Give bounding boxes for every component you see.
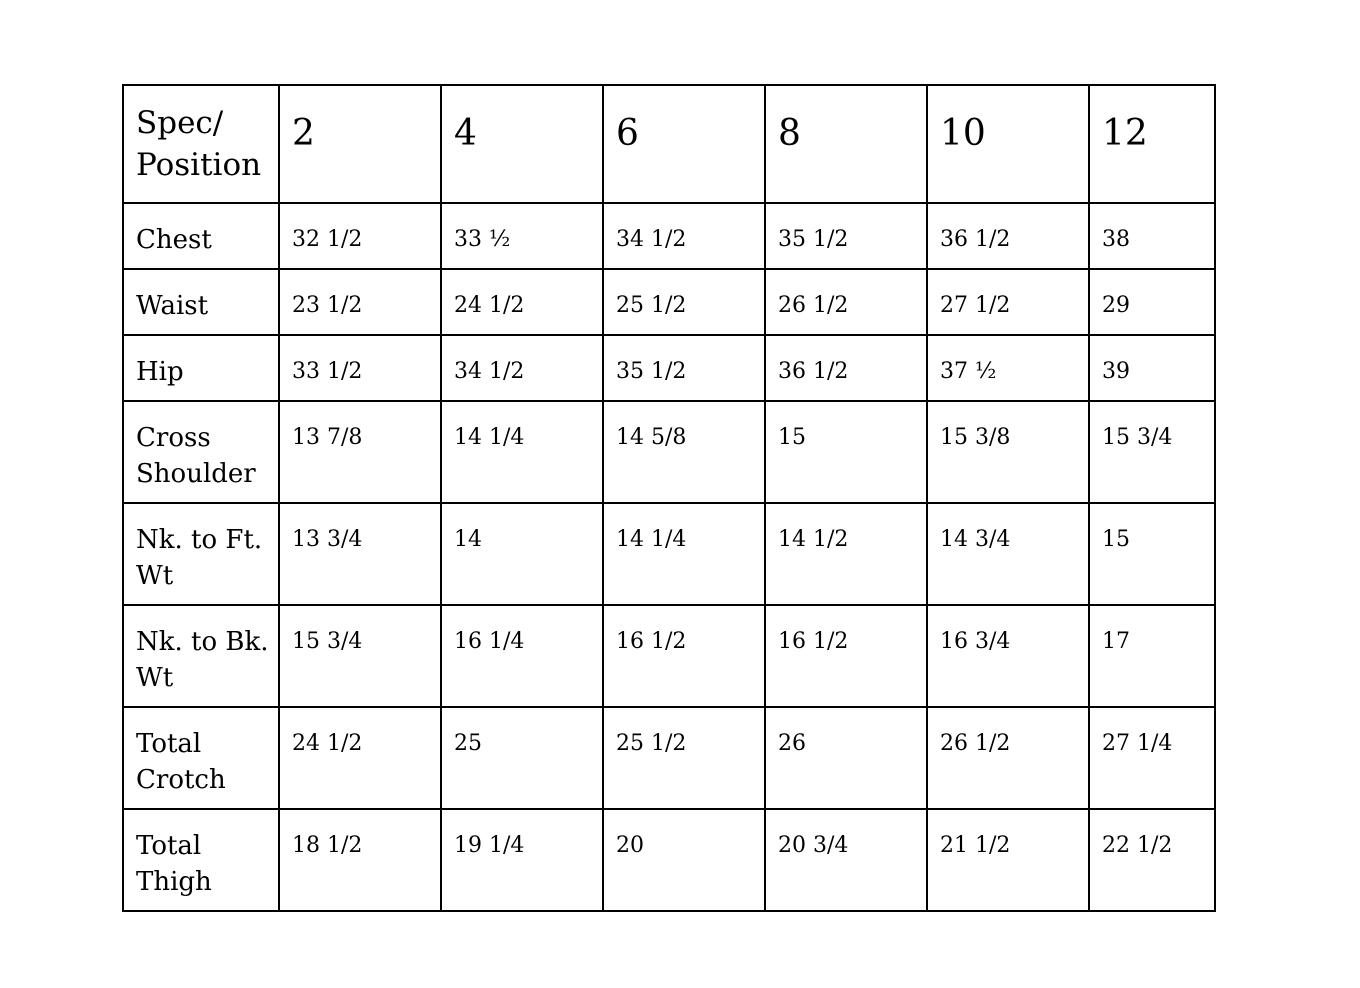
row-label-line: Thigh <box>136 867 212 897</box>
table-cell: 26 <box>765 707 927 809</box>
table-cell: 21 1/2 <box>927 809 1089 911</box>
table-row <box>123 401 1215 503</box>
table-cell: 25 <box>441 707 603 809</box>
row-label-cell <box>123 605 279 707</box>
row-label-line: Hip <box>136 357 184 387</box>
header-label-line: Spec/ <box>136 105 224 141</box>
table-cell: 15 3/4 <box>279 605 441 707</box>
table-cell: 34 1/2 <box>441 335 603 401</box>
row-label-cell <box>123 707 279 809</box>
table-cell: 34 1/2 <box>603 203 765 269</box>
table-cell: 14 <box>441 503 603 605</box>
table-header-row <box>123 85 1215 203</box>
row-label-line: Waist <box>136 291 209 321</box>
table-cell: 16 3/4 <box>927 605 1089 707</box>
table-row <box>123 707 1215 809</box>
table-cell: 13 7/8 <box>279 401 441 503</box>
row-label-line: Nk. to Bk. <box>136 627 269 657</box>
table-row <box>123 203 1215 269</box>
row-label-line: Nk. to Ft. <box>136 525 263 555</box>
table-cell: 20 3/4 <box>765 809 927 911</box>
table-row <box>123 335 1215 401</box>
row-label-line: Total <box>136 831 202 861</box>
table-cell: 14 1/4 <box>603 503 765 605</box>
row-label-cell <box>123 809 279 911</box>
table-cell: 38 <box>1089 203 1215 269</box>
header-cell-size: 6 <box>603 85 765 203</box>
row-label-cell <box>123 503 279 605</box>
row-label-cell <box>123 335 279 401</box>
table-cell: 35 1/2 <box>765 203 927 269</box>
table-cell: 15 <box>765 401 927 503</box>
row-label-line: Total <box>136 729 202 759</box>
table-cell: 33 ½ <box>441 203 603 269</box>
header-label-line: Position <box>136 147 262 183</box>
table-cell: 14 1/4 <box>441 401 603 503</box>
table-cell: 13 3/4 <box>279 503 441 605</box>
table-cell: 35 1/2 <box>603 335 765 401</box>
header-cell-size: 12 <box>1089 85 1215 203</box>
row-label-cell <box>123 401 279 503</box>
table-cell: 24 1/2 <box>279 707 441 809</box>
header-cell-size: 2 <box>279 85 441 203</box>
table-cell: 26 1/2 <box>765 269 927 335</box>
header-cell-size: 10 <box>927 85 1089 203</box>
table-cell: 14 3/4 <box>927 503 1089 605</box>
header-cell-spec-position <box>123 85 279 203</box>
table-cell: 36 1/2 <box>765 335 927 401</box>
table-cell: 15 <box>1089 503 1215 605</box>
table-row <box>123 809 1215 911</box>
table-cell: 18 1/2 <box>279 809 441 911</box>
table-cell: 15 3/8 <box>927 401 1089 503</box>
row-label-line: Wt <box>136 663 174 693</box>
table-cell: 25 1/2 <box>603 269 765 335</box>
table-cell: 27 1/2 <box>927 269 1089 335</box>
table-cell: 20 <box>603 809 765 911</box>
row-label-line: Wt <box>136 561 174 591</box>
header-cell-size: 4 <box>441 85 603 203</box>
table-cell: 15 3/4 <box>1089 401 1215 503</box>
table-cell: 37 ½ <box>927 335 1089 401</box>
row-label-line: Cross <box>136 423 211 453</box>
table-cell: 16 1/2 <box>603 605 765 707</box>
table-cell: 39 <box>1089 335 1215 401</box>
header-cell-size: 8 <box>765 85 927 203</box>
table-cell: 16 1/4 <box>441 605 603 707</box>
table-cell: 32 1/2 <box>279 203 441 269</box>
table-row <box>123 503 1215 605</box>
size-spec-table <box>122 84 1216 912</box>
table-cell: 26 1/2 <box>927 707 1089 809</box>
table-cell: 27 1/4 <box>1089 707 1215 809</box>
table-cell: 14 1/2 <box>765 503 927 605</box>
table-cell: 22 1/2 <box>1089 809 1215 911</box>
row-label-cell <box>123 203 279 269</box>
table-cell: 23 1/2 <box>279 269 441 335</box>
table-cell: 19 1/4 <box>441 809 603 911</box>
row-label-line: Shoulder <box>136 459 256 489</box>
table-cell: 36 1/2 <box>927 203 1089 269</box>
table-cell: 17 <box>1089 605 1215 707</box>
table-cell: 14 5/8 <box>603 401 765 503</box>
table-cell: 29 <box>1089 269 1215 335</box>
table-cell: 24 1/2 <box>441 269 603 335</box>
table-cell: 33 1/2 <box>279 335 441 401</box>
row-label-line: Crotch <box>136 765 226 795</box>
row-label-line: Chest <box>136 225 212 255</box>
table-cell: 25 1/2 <box>603 707 765 809</box>
row-label-cell <box>123 269 279 335</box>
table-row <box>123 269 1215 335</box>
table-row <box>123 605 1215 707</box>
table-cell: 16 1/2 <box>765 605 927 707</box>
